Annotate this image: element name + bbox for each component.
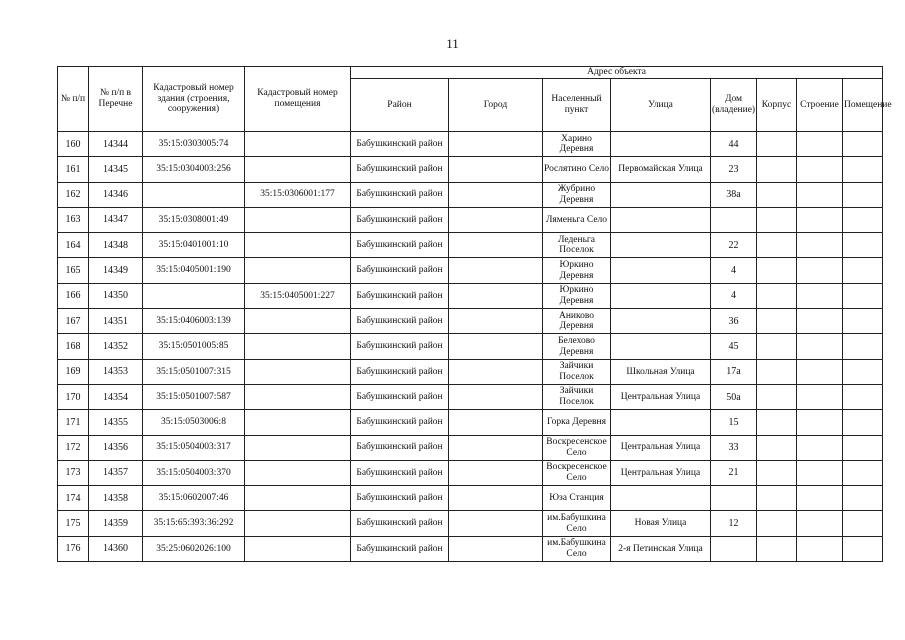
table-row [58, 486, 883, 511]
row-number-cell: 176 [58, 536, 89, 561]
korpus-cell [757, 511, 797, 536]
stroenie-cell [797, 410, 843, 435]
header-settlement: Населенный пункт [543, 79, 611, 132]
district-cell: Бабушкинский район [351, 182, 449, 207]
header-room-cadastral: Кадастровый номер помещения [245, 67, 351, 132]
room-cadastral-number-cell [245, 384, 351, 409]
house-cell: 36 [711, 309, 757, 334]
list-number-cell: 14346 [89, 182, 143, 207]
pomeshchenie-cell [843, 309, 883, 334]
city-cell [449, 410, 543, 435]
city-cell [449, 233, 543, 258]
room-cadastral-number-cell [245, 410, 351, 435]
list-number-cell: 14360 [89, 536, 143, 561]
settlement-cell: Воскресенское Село [543, 435, 611, 460]
room-cadastral-number-cell [245, 207, 351, 232]
building-cadastral-number-cell: 35:15:0602007:46 [143, 486, 245, 511]
district-cell: Бабушкинский район [351, 283, 449, 308]
city-cell [449, 207, 543, 232]
building-cadastral-number-cell: 35:15:0406003:139 [143, 309, 245, 334]
settlement-cell: Белехово Деревня [543, 334, 611, 359]
row-number-cell: 172 [58, 435, 89, 460]
korpus-cell [757, 182, 797, 207]
building-cadastral-number-cell: 35:15:0501007:587 [143, 384, 245, 409]
city-cell [449, 334, 543, 359]
stroenie-cell [797, 435, 843, 460]
table-row [58, 435, 883, 460]
header-building-cadastral: Кадастровый номер здания (строения, сооружения) [143, 67, 245, 132]
stroenie-cell [797, 207, 843, 232]
city-cell [449, 132, 543, 157]
property-register-table [57, 66, 892, 562]
building-cadastral-number-cell: 35:15:0503006:8 [143, 410, 245, 435]
stroenie-cell [797, 359, 843, 384]
header-no: № п/п [58, 67, 89, 132]
settlement-cell: Юза Станция [543, 486, 611, 511]
building-cadastral-number-cell: 35:25:0602026:100 [143, 536, 245, 561]
header-house: Дом (владение) [711, 79, 757, 132]
district-cell: Бабушкинский район [351, 334, 449, 359]
settlement-cell: Рослятино Село [543, 157, 611, 182]
pomeshchenie-cell [843, 460, 883, 485]
city-cell [449, 435, 543, 460]
pomeshchenie-cell [843, 157, 883, 182]
pomeshchenie-cell [843, 511, 883, 536]
list-number-cell: 14352 [89, 334, 143, 359]
row-number-cell: 168 [58, 334, 89, 359]
street-cell: Новая Улица [611, 511, 711, 536]
house-cell: 21 [711, 460, 757, 485]
korpus-cell [757, 359, 797, 384]
table-row [58, 309, 883, 334]
table-row [58, 182, 883, 207]
building-cadastral-number-cell: 35:15:0501007:315 [143, 359, 245, 384]
settlement-cell: Горка Деревня [543, 410, 611, 435]
table-row [58, 410, 883, 435]
house-cell: 22 [711, 233, 757, 258]
house-cell: 4 [711, 258, 757, 283]
table-body [58, 132, 883, 562]
pomeshchenie-cell [843, 207, 883, 232]
row-number-cell: 174 [58, 486, 89, 511]
table-row [58, 207, 883, 232]
house-cell: 12 [711, 511, 757, 536]
settlement-cell: им.Бабушкина Село [543, 511, 611, 536]
stroenie-cell [797, 258, 843, 283]
korpus-cell [757, 384, 797, 409]
table-row [58, 157, 883, 182]
stroenie-cell [797, 334, 843, 359]
room-cadastral-number-cell [245, 132, 351, 157]
district-cell: Бабушкинский район [351, 207, 449, 232]
table-header [58, 67, 892, 132]
room-cadastral-number-cell: 35:15:0306001:177 [245, 182, 351, 207]
settlement-cell: Юркино Деревня [543, 258, 611, 283]
street-cell: Школьная Улица [611, 359, 711, 384]
list-number-cell: 14347 [89, 207, 143, 232]
pomeshchenie-cell [843, 233, 883, 258]
district-cell: Бабушкинский район [351, 536, 449, 561]
list-number-cell: 14348 [89, 233, 143, 258]
stroenie-cell [797, 384, 843, 409]
pomeshchenie-cell [843, 435, 883, 460]
row-number-cell: 163 [58, 207, 89, 232]
row-number-cell: 160 [58, 132, 89, 157]
room-cadastral-number-cell [245, 309, 351, 334]
row-number-cell: 170 [58, 384, 89, 409]
row-number-cell: 164 [58, 233, 89, 258]
header-korpus: Корпус [757, 79, 797, 132]
table-row [58, 283, 883, 308]
korpus-cell [757, 258, 797, 283]
list-number-cell: 14350 [89, 283, 143, 308]
district-cell: Бабушкинский район [351, 233, 449, 258]
street-cell [611, 233, 711, 258]
header-list-no: № п/п в Перечне [89, 67, 143, 132]
district-cell: Бабушкинский район [351, 511, 449, 536]
header-address-group: Адрес объекта [351, 67, 883, 79]
stroenie-cell [797, 536, 843, 561]
stroenie-cell [797, 182, 843, 207]
room-cadastral-number-cell [245, 334, 351, 359]
room-cadastral-number-cell: 35:15:0405001:227 [245, 283, 351, 308]
korpus-cell [757, 283, 797, 308]
list-number-cell: 14353 [89, 359, 143, 384]
city-cell [449, 359, 543, 384]
pomeshchenie-cell [843, 258, 883, 283]
street-cell [611, 182, 711, 207]
korpus-cell [757, 435, 797, 460]
building-cadastral-number-cell: 35:15:0504003:370 [143, 460, 245, 485]
settlement-cell: Жубрино Деревня [543, 182, 611, 207]
table-row [58, 460, 883, 485]
row-number-cell: 161 [58, 157, 89, 182]
building-cadastral-number-cell: 35:15:0504003:317 [143, 435, 245, 460]
room-cadastral-number-cell [245, 511, 351, 536]
city-cell [449, 460, 543, 485]
settlement-cell: Харино Деревня [543, 132, 611, 157]
house-cell: 4 [711, 283, 757, 308]
korpus-cell [757, 207, 797, 232]
street-cell [611, 309, 711, 334]
list-number-cell: 14351 [89, 309, 143, 334]
street-cell [611, 486, 711, 511]
building-cadastral-number-cell: 35:15:0308001:49 [143, 207, 245, 232]
building-cadastral-number-cell: 35:15:0401001:10 [143, 233, 245, 258]
room-cadastral-number-cell [245, 157, 351, 182]
table-row [58, 536, 883, 561]
row-number-cell: 169 [58, 359, 89, 384]
city-cell [449, 258, 543, 283]
house-cell: 38а [711, 182, 757, 207]
street-cell: Первомайская Улица [611, 157, 711, 182]
pomeshchenie-cell [843, 384, 883, 409]
building-cadastral-number-cell: 35:15:0303005:74 [143, 132, 245, 157]
street-cell: Центральная Улица [611, 384, 711, 409]
table-row [58, 384, 883, 409]
building-cadastral-number-cell [143, 182, 245, 207]
table-row [58, 359, 883, 384]
house-cell: 15 [711, 410, 757, 435]
street-cell [611, 207, 711, 232]
stroenie-cell [797, 233, 843, 258]
house-cell [711, 207, 757, 232]
list-number-cell: 14354 [89, 384, 143, 409]
settlement-cell: Ляменьга Село [543, 207, 611, 232]
table-row [58, 258, 883, 283]
table-row [58, 132, 883, 157]
house-cell: 23 [711, 157, 757, 182]
building-cadastral-number-cell: 35:15:0304003:256 [143, 157, 245, 182]
district-cell: Бабушкинский район [351, 258, 449, 283]
district-cell: Бабушкинский район [351, 132, 449, 157]
room-cadastral-number-cell [245, 460, 351, 485]
list-number-cell: 14359 [89, 511, 143, 536]
pomeshchenie-cell [843, 132, 883, 157]
settlement-cell: Зайчики Поселок [543, 359, 611, 384]
house-cell [711, 536, 757, 561]
city-cell [449, 384, 543, 409]
building-cadastral-number-cell: 35:15:0405001:190 [143, 258, 245, 283]
house-cell: 45 [711, 334, 757, 359]
settlement-cell: им.Бабушкина Село [543, 536, 611, 561]
settlement-cell: Леденьга Поселок [543, 233, 611, 258]
row-number-cell: 165 [58, 258, 89, 283]
settlement-cell: Юркино Деревня [543, 283, 611, 308]
building-cadastral-number-cell: 35:15:65:393:36:292 [143, 511, 245, 536]
row-number-cell: 175 [58, 511, 89, 536]
room-cadastral-number-cell [245, 435, 351, 460]
list-number-cell: 14356 [89, 435, 143, 460]
district-cell: Бабушкинский район [351, 410, 449, 435]
row-number-cell: 162 [58, 182, 89, 207]
korpus-cell [757, 157, 797, 182]
pomeshchenie-cell [843, 334, 883, 359]
settlement-cell: Аниково Деревня [543, 309, 611, 334]
stroenie-cell [797, 511, 843, 536]
row-number-cell: 166 [58, 283, 89, 308]
room-cadastral-number-cell [245, 536, 351, 561]
stroenie-cell [797, 460, 843, 485]
street-cell [611, 410, 711, 435]
list-number-cell: 14345 [89, 157, 143, 182]
pomeshchenie-cell [843, 182, 883, 207]
house-cell: 44 [711, 132, 757, 157]
room-cadastral-number-cell [245, 359, 351, 384]
district-cell: Бабушкинский район [351, 384, 449, 409]
district-cell: Бабушкинский район [351, 359, 449, 384]
table-row [58, 233, 883, 258]
house-cell: 17а [711, 359, 757, 384]
header-city: Город [449, 79, 543, 132]
city-cell [449, 182, 543, 207]
stroenie-cell [797, 283, 843, 308]
street-cell: Центральная Улица [611, 460, 711, 485]
pomeshchenie-cell [843, 283, 883, 308]
pomeshchenie-cell [843, 410, 883, 435]
stroenie-cell [797, 157, 843, 182]
district-cell: Бабушкинский район [351, 435, 449, 460]
street-cell [611, 258, 711, 283]
row-number-cell: 171 [58, 410, 89, 435]
building-cadastral-number-cell [143, 283, 245, 308]
korpus-cell [757, 132, 797, 157]
stroenie-cell [797, 309, 843, 334]
district-cell: Бабушкинский район [351, 486, 449, 511]
city-cell [449, 283, 543, 308]
header-street: Улица [611, 79, 711, 132]
korpus-cell [757, 233, 797, 258]
row-number-cell: 167 [58, 309, 89, 334]
header-stroenie: Строение [797, 79, 843, 132]
table-row [58, 511, 883, 536]
district-cell: Бабушкинский район [351, 309, 449, 334]
row-number-cell: 173 [58, 460, 89, 485]
city-cell [449, 536, 543, 561]
korpus-cell [757, 309, 797, 334]
street-cell [611, 283, 711, 308]
list-number-cell: 14349 [89, 258, 143, 283]
korpus-cell [757, 486, 797, 511]
pomeshchenie-cell [843, 486, 883, 511]
house-cell: 33 [711, 435, 757, 460]
room-cadastral-number-cell [245, 486, 351, 511]
stroenie-cell [797, 486, 843, 511]
house-cell [711, 486, 757, 511]
list-number-cell: 14357 [89, 460, 143, 485]
korpus-cell [757, 410, 797, 435]
settlement-cell: Зайчики Поселок [543, 384, 611, 409]
house-cell: 50а [711, 384, 757, 409]
header-district: Район [351, 79, 449, 132]
city-cell [449, 511, 543, 536]
pomeshchenie-cell [843, 536, 883, 561]
table-row [58, 334, 883, 359]
street-cell [611, 132, 711, 157]
city-cell [449, 486, 543, 511]
city-cell [449, 157, 543, 182]
stroenie-cell [797, 132, 843, 157]
korpus-cell [757, 536, 797, 561]
district-cell: Бабушкинский район [351, 157, 449, 182]
pomeshchenie-cell [843, 359, 883, 384]
list-number-cell: 14344 [89, 132, 143, 157]
list-number-cell: 14358 [89, 486, 143, 511]
list-number-cell: 14355 [89, 410, 143, 435]
district-cell: Бабушкинский район [351, 460, 449, 485]
header-pomeshchenie: Помещение [843, 79, 883, 132]
building-cadastral-number-cell: 35:15:0501005:85 [143, 334, 245, 359]
settlement-cell: Воскресенское Село [543, 460, 611, 485]
room-cadastral-number-cell [245, 258, 351, 283]
street-cell [611, 334, 711, 359]
street-cell: 2-я Петинская Улица [611, 536, 711, 561]
korpus-cell [757, 334, 797, 359]
city-cell [449, 309, 543, 334]
korpus-cell [757, 460, 797, 485]
street-cell: Центральная Улица [611, 435, 711, 460]
room-cadastral-number-cell [245, 233, 351, 258]
page-number: 11 [446, 36, 459, 51]
